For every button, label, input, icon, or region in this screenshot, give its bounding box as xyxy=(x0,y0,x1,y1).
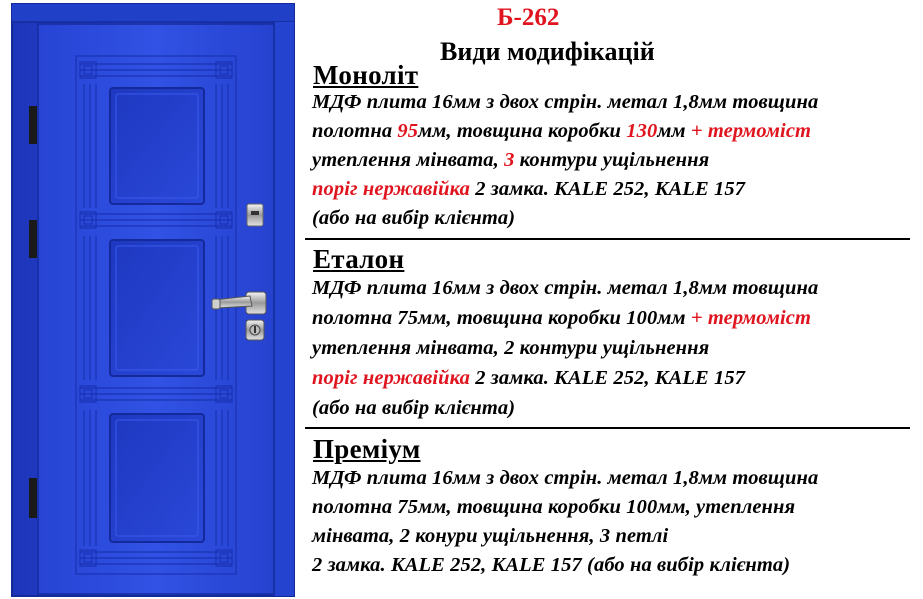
highlight-text: поріг нержавійка xyxy=(312,178,470,200)
spec-text: мм, товщина коробки xyxy=(418,120,627,142)
hinge-middle xyxy=(29,220,37,258)
spec-text: полотна xyxy=(312,120,398,142)
lower-lock-cylinder xyxy=(246,320,264,340)
spec-line xyxy=(312,277,818,300)
spec-text: контури ущільнення xyxy=(514,149,710,171)
spec-line xyxy=(312,554,790,577)
spec-line xyxy=(312,91,818,114)
spec-line xyxy=(312,397,515,420)
product-code: Б-262 xyxy=(497,4,560,31)
section-title-monolit: Моноліт xyxy=(313,60,419,90)
highlight-text: 95 xyxy=(397,120,419,142)
spec-text: 2 замка. KALE 252, KALE 157 xyxy=(470,367,746,389)
highlight-text: 130 xyxy=(626,120,658,142)
door-image xyxy=(0,0,300,599)
spec-line xyxy=(312,496,795,519)
spec-line xyxy=(312,307,811,330)
hinge-bottom xyxy=(29,478,37,518)
spec-text: утеплення мінвата, xyxy=(312,149,505,171)
highlight-text: поріг нержавійка xyxy=(312,367,470,389)
spec-text: 2 замка. KALE 252, KALE 157 (або на вибір клієнта) xyxy=(312,554,791,576)
spec-text: (або на вибір клієнта) xyxy=(312,207,516,229)
spec-text: МДФ плита 16мм з двох стрін. метал 1,8мм товщина xyxy=(312,91,819,113)
spec-text: утеплення мінвата, 2 контури ущільнення xyxy=(312,337,710,359)
spec-line xyxy=(312,149,709,172)
spec-text: 2 замка. KALE 252, KALE 157 xyxy=(470,178,746,200)
spec-line xyxy=(312,207,515,230)
spec-line xyxy=(312,525,668,548)
spec-text: (або на вибір клієнта) xyxy=(312,397,516,419)
section-divider xyxy=(305,238,910,240)
upper-lock-plate xyxy=(247,204,263,226)
spec-text: МДФ плита 16мм з двох стрін. метал 1,8мм товщина xyxy=(312,467,819,489)
spec-text: полотна 75мм, товщина коробки 100мм xyxy=(312,307,691,329)
spec-line xyxy=(312,467,818,490)
spec-text: МДФ плита 16мм з двох стрін. метал 1,8мм товщина xyxy=(312,277,819,299)
section-title-etalon: Еталон xyxy=(313,244,405,274)
section-divider xyxy=(305,427,910,429)
spec-text: мм xyxy=(657,120,691,142)
highlight-text: + термоміст xyxy=(690,120,812,142)
spec-line xyxy=(312,178,745,201)
spec-text: мінвата, 2 конури ущільнення, 3 петлі xyxy=(312,525,669,547)
highlight-text: + термоміст xyxy=(690,307,812,329)
spec-line xyxy=(312,120,811,143)
section-title-premium: Преміум xyxy=(313,434,421,464)
page-title: Види модифікацій xyxy=(440,37,655,66)
hinge-top xyxy=(29,106,37,144)
spec-text: полотна 75мм, товщина коробки 100мм, утеплення xyxy=(312,496,796,518)
spec-line xyxy=(312,367,745,390)
highlight-text: 3 xyxy=(504,149,515,171)
spec-line xyxy=(312,337,709,360)
door-panels xyxy=(110,88,204,542)
